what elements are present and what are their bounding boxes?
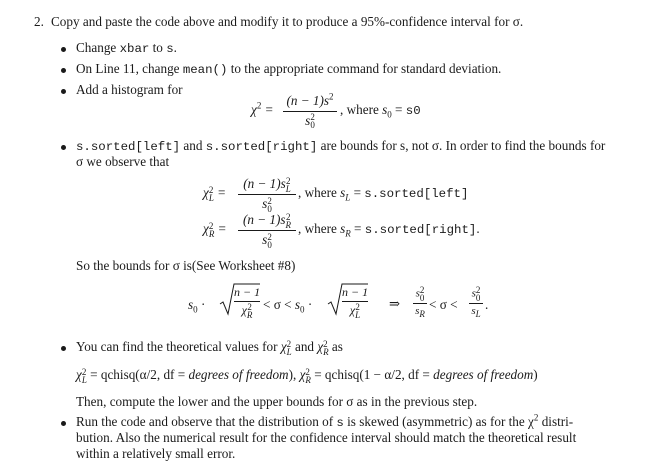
question-text: Copy and paste the code above and modify it to produce a 95%-confidence interval for σ. [51, 14, 524, 29]
bullet-run-line2: bution. Also the numerical result for the confidence interval should match the theoretical result [76, 430, 577, 445]
then-compute-text: Then, compute the lower and the upper bounds for σ as in the previous step. [76, 394, 478, 409]
bullet-theoretical-values: You can find the theoretical values for χ 2 L and χ 2 R as [76, 338, 343, 357]
bullet-sorted-bounds: s.sorted[left] and s.sorted[right] are bounds for s, not σ. In order to find the bounds for [76, 138, 606, 154]
qchisq-formulas: χ 2 L = qchisq(α/2, df = degrees of freedom), χ 2 R = qchisq(1 − α/2, df = degrees of freedom) [76, 366, 538, 385]
implies-arrow: ⇒ [389, 296, 401, 311]
bullet-marker [61, 89, 66, 94]
bullet-marker [61, 421, 66, 426]
bullet-marker [61, 47, 66, 52]
bullet-run-line3: within a relatively small error. [76, 446, 236, 461]
bullet-sorted-line2: σ we observe that [76, 154, 170, 169]
bullet-add-histogram: Add a histogram for [76, 82, 183, 97]
bullet-marker [61, 145, 66, 150]
bullet-line-11: On Line 11, change mean() to the appropriate command for standard deviation. [76, 61, 502, 77]
question-number: 2. [34, 14, 44, 29]
bullet-run-code: Run the code and observe that the distribution of s is skewed (asymmetric) as for the $\chi^2$ distri- [76, 412, 574, 430]
bullet-marker [61, 346, 66, 351]
bounds-intro-text: So the bounds for σ is(See Worksheet #8) [76, 258, 296, 273]
bullet-change-xbar: Change xbar to s. [76, 40, 177, 56]
bullet-marker [61, 68, 66, 73]
